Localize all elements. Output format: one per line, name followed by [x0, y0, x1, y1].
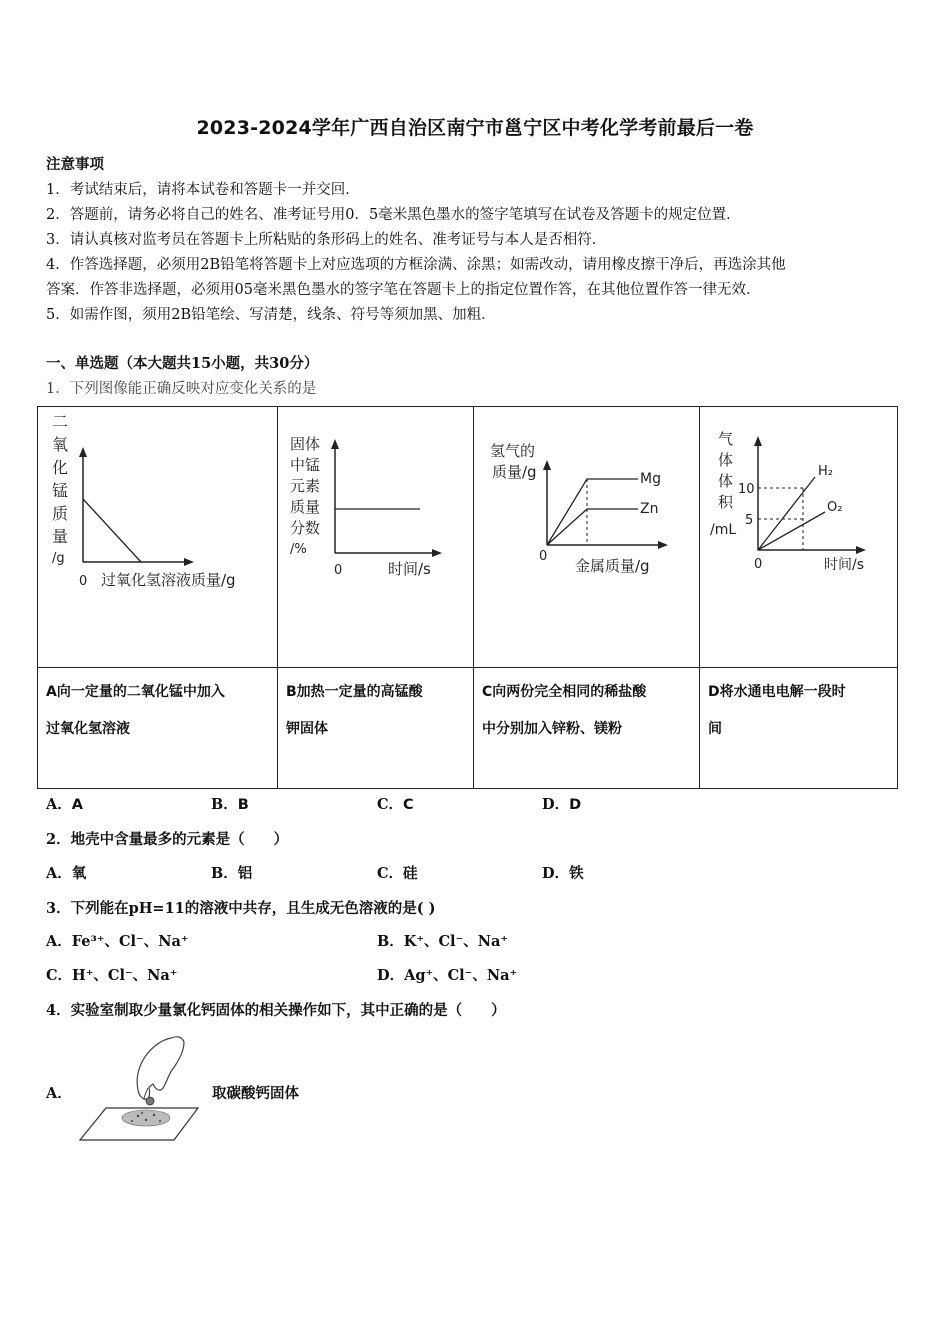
q3-option-b[interactable]: B．K⁺、Cl⁻、Na⁺ [377, 933, 509, 950]
graph-b-cell [278, 407, 474, 668]
graph-d-label-h2: H₂ [818, 464, 833, 479]
svg-text:中锰: 中锰 [290, 456, 321, 474]
graph-a [38, 407, 276, 663]
graph-a-origin: 0 [79, 574, 88, 589]
q3-option-d[interactable]: D．Ag⁺、Cl⁻、Na⁺ [377, 967, 518, 984]
svg-text:体: 体 [718, 451, 734, 469]
graph-a-x-arrow [184, 558, 194, 566]
svg-text:/%: /% [290, 542, 307, 557]
pinched-solid [146, 1097, 154, 1105]
graph-c-origin: 0 [539, 549, 548, 564]
graph-a-cell [38, 407, 278, 668]
notice-item: 4．作答选择题，必须用2B铅笔将答题卡上对应选项的方框涂满、涂黑；如需改动，请用橡皮擦干净后，再选涂其他 [46, 257, 786, 273]
svg-text:质: 质 [52, 504, 69, 523]
graph-b-y-arrow [331, 439, 339, 449]
q1-option-c[interactable]: C．C [377, 796, 414, 813]
graph-b-origin: 0 [334, 563, 343, 578]
q1-option-a[interactable]: A．A [46, 796, 83, 813]
svg-text:固体: 固体 [290, 435, 321, 453]
question-1-figure-table [37, 406, 898, 789]
q4-option-a-text: 取碳酸钙固体 [212, 1085, 299, 1102]
svg-text:量: 量 [52, 527, 69, 546]
svg-text:氢气的: 氢气的 [490, 442, 536, 460]
graph-d-xlabel: 时间/s [824, 557, 865, 573]
graph-d-y-arrow [754, 436, 762, 446]
svg-text:氧: 氧 [52, 435, 69, 454]
q3-option-c[interactable]: C．H⁺、Cl⁻、Na⁺ [46, 967, 178, 984]
graph-a-ylabel [52, 412, 68, 566]
question-4-stem: 4．实验室制取少量氯化钙固体的相关操作如下，其中正确的是（ ） [46, 1002, 506, 1019]
notice-item: 5．如需作图，须用2B铅笔绘、写清楚，线条、符号等须加黑、加粗． [46, 307, 496, 323]
graph-d-origin: 0 [754, 557, 763, 572]
graph-c-label-zn: Zn [640, 501, 659, 517]
caption-d: D将水通电电解一段时 间 [700, 668, 898, 789]
notice-item: 1．考试结束后，请将本试卷和答题卡一并交回． [46, 182, 360, 198]
graph-c-cell [474, 407, 700, 668]
graph-c-y-arrow [543, 460, 551, 470]
q2-option-b[interactable]: B．铝 [211, 865, 253, 882]
notice-item: 答案．作答非选择题，必须用05毫米黑色墨水的签字笔在答题卡上的指定位置作答，在其他位置作答一律无效． [46, 282, 761, 298]
q4-option-a-letter[interactable]: A． [46, 1085, 72, 1102]
graph-d-cell [700, 407, 898, 668]
hand-outline [137, 1037, 184, 1099]
q2-option-d[interactable]: D．铁 [542, 865, 584, 882]
graph-d-ylabel [710, 430, 736, 538]
graph-d-series-o2 [758, 512, 825, 550]
graph-c-series-zn [547, 509, 638, 545]
hand-pinch-solid-illustration [76, 1030, 206, 1145]
graph-c-ylabel [490, 442, 537, 481]
graph-a-y-arrow [79, 447, 87, 457]
svg-text:化: 化 [52, 458, 69, 477]
question-3-stem: 3．下列能在pH=11的溶液中共存，且生成无色溶液的是( ) [46, 900, 436, 917]
svg-text:锰: 锰 [52, 481, 69, 500]
svg-text:/g: /g [52, 551, 65, 566]
graph-c-xlabel: 金属质量/g [575, 557, 650, 575]
caption-a: A向一定量的二氧化锰中加入 过氧化氢溶液 [38, 668, 278, 789]
svg-text:质量: 质量 [290, 498, 321, 516]
graph-b-xlabel: 时间/s [388, 560, 431, 578]
caption-b: B加热一定量的高锰酸 钾固体 [278, 668, 474, 789]
q1-option-d[interactable]: D．D [542, 796, 582, 813]
question-2-stem: 2．地壳中含量最多的元素是（ ） [46, 831, 289, 848]
section-heading: 一、单选题（本大题共15小题，共30分） [46, 355, 319, 372]
svg-text:分数: 分数 [290, 519, 321, 537]
graph-a-xlabel: 过氧化氢溶液质量/g [101, 571, 236, 589]
q2-option-a[interactable]: A．氧 [46, 865, 87, 882]
svg-text:/mL: /mL [710, 522, 737, 538]
svg-text:气: 气 [718, 430, 734, 448]
svg-text:质量/g: 质量/g [492, 463, 537, 481]
caption-c: C向两份完全相同的稀盐酸 中分别加入锌粉、镁粉 [474, 668, 700, 789]
graph-c-series-mg [547, 479, 638, 545]
question-1-stem: 1．下列图像能正确反映对应变化关系的是 [46, 381, 317, 397]
notice-item: 2．答题前，请务必将自己的姓名、准考证号用0．5毫米黑色墨水的签字笔填写在试卷及答题卡的规定位置． [46, 207, 741, 223]
q2-option-c[interactable]: C．硅 [377, 865, 418, 882]
svg-text:积: 积 [718, 493, 734, 511]
q3-option-a[interactable]: A．Fe³⁺、Cl⁻、Na⁺ [46, 933, 189, 950]
notice-item: 3．请认真核对监考员在答题卡上所粘贴的条形码上的姓名、准考证号与本人是否相符． [46, 232, 607, 248]
graph-c-x-arrow [658, 541, 668, 549]
graph-b-x-arrow [432, 549, 442, 557]
powder-pile [122, 1110, 170, 1126]
graph-b [278, 407, 472, 663]
graph-d-tick-10: 10 [738, 482, 755, 497]
svg-text:体: 体 [718, 472, 734, 490]
graph-d-x-arrow [856, 546, 866, 554]
q1-option-b[interactable]: B．B [211, 796, 249, 813]
svg-text:二: 二 [52, 412, 69, 431]
graph-d-tick-5: 5 [745, 513, 754, 528]
svg-text:元素: 元素 [290, 477, 321, 495]
graph-d [700, 407, 896, 663]
page-title: 2023-2024学年广西自治区南宁市邕宁区中考化学考前最后一卷 [196, 117, 754, 139]
notice-heading: 注意事项 [46, 156, 104, 173]
graph-c [474, 407, 698, 663]
graph-c-label-mg: Mg [640, 471, 661, 487]
graph-a-series-line [83, 499, 141, 562]
graph-b-ylabel [290, 435, 320, 557]
graph-d-label-o2: O₂ [827, 500, 843, 515]
